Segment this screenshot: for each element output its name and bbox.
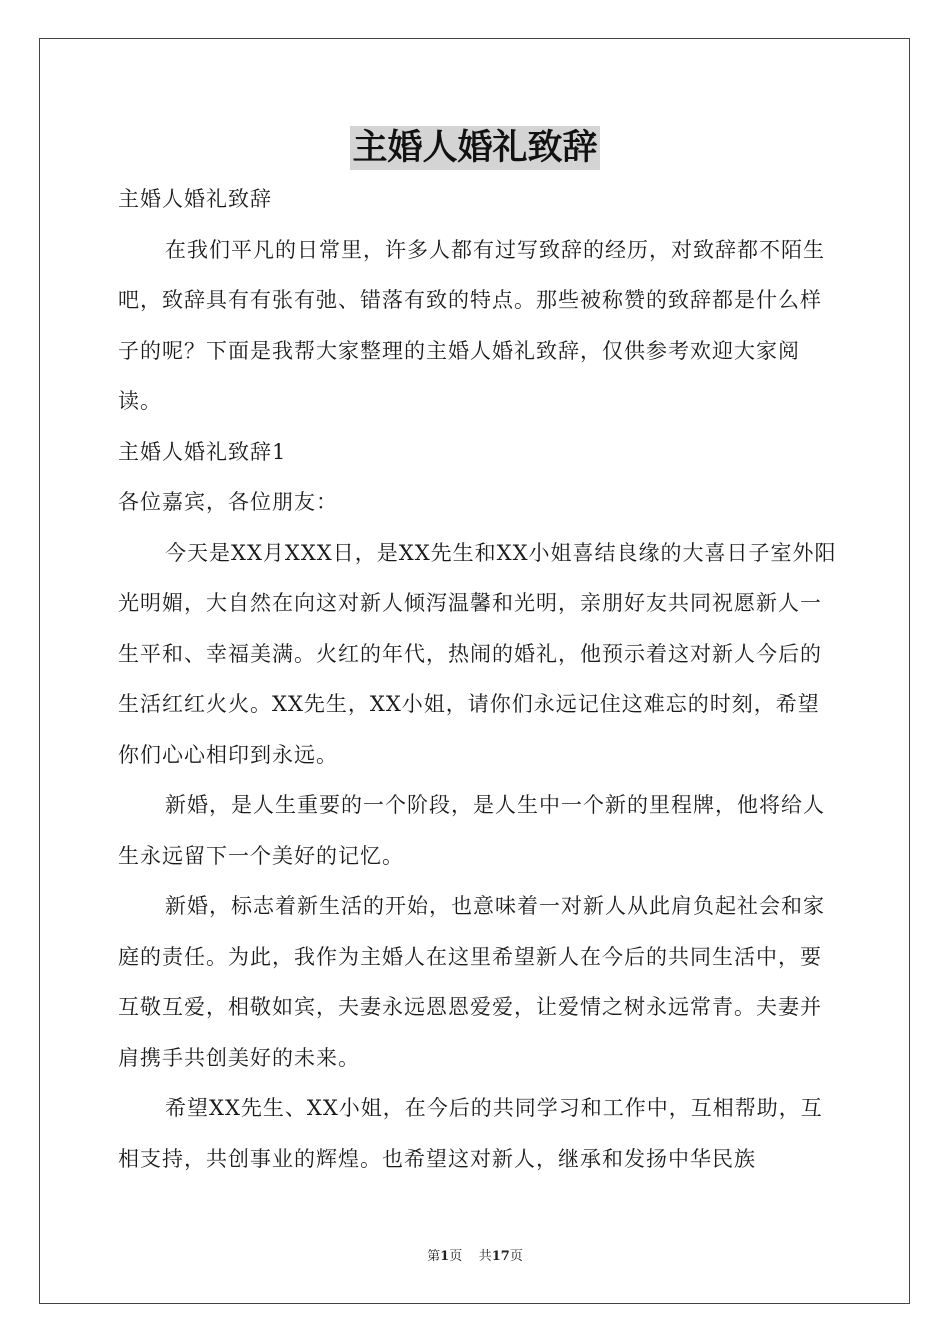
- document-body: [118, 174, 838, 1184]
- page-footer: [0, 1248, 950, 1266]
- paragraph-subtitle: 主婚人婚礼致辞: [118, 187, 272, 211]
- paragraph-body-1: 今天是XX月XXX日，是XX先生和XX小姐喜结良缘的大喜日子室外阳光明媚，大自然在向这对新人倾泻温馨和光明，亲朋好友共同祝愿新人一生平和、幸福美满。火红的年代，热闹的婚礼，他预示着这对新人今后的生活红红火火。XX先生，XX小姐，请你们永远记住这难忘的时刻，希望你们心心相印到永远。: [118, 540, 837, 767]
- document-title: 主婚人婚礼致辞: [352, 127, 598, 168]
- title-container: [0, 126, 950, 170]
- footer-total-prefix: 共: [478, 1249, 492, 1264]
- paragraph-body-2: 新婚，是人生重要的一个阶段，是人生中一个新的里程牌，他将给人生永远留下一个美好的记忆。: [118, 793, 825, 868]
- footer-current-page: 1: [440, 1249, 450, 1264]
- footer-total-suffix: 页: [509, 1249, 523, 1264]
- paragraph-body-3: 新婚，标志着新生活的开始，也意味着一对新人从此肩负起社会和家庭的责任。为此，我作为主婚人在这里希望新人在今后的共同生活中，要互敬互爱，相敬如宾，夫妻永远恩恩爱爱，让爱情之树永远常青。夫妻并肩携手共创美好的未来。: [118, 894, 825, 1070]
- paragraph-body-4: 希望XX先生、XX小姐，在今后的共同学习和工作中，互相帮助，互相支持，共创事业的辉煌。也希望这对新人，继承和发扬中华民族: [118, 1096, 823, 1171]
- paragraph-salutation: 各位嘉宾，各位朋友：: [118, 490, 338, 514]
- footer-total-pages: 17: [491, 1249, 510, 1264]
- footer-prefix: 第: [427, 1249, 441, 1264]
- paragraph-section-heading: 主婚人婚礼致辞1: [118, 439, 287, 464]
- paragraph-intro: 在我们平凡的日常里，许多人都有过写致辞的经历，对致辞都不陌生吧，致辞具有有张有弛、错落有致的特点。那些被称赞的致辞都是什么样子的呢？下面是我帮大家整理的主婚人婚礼致辞，仅供参考欢迎大家阅读。: [118, 237, 825, 413]
- footer-page-word: 页: [449, 1249, 463, 1264]
